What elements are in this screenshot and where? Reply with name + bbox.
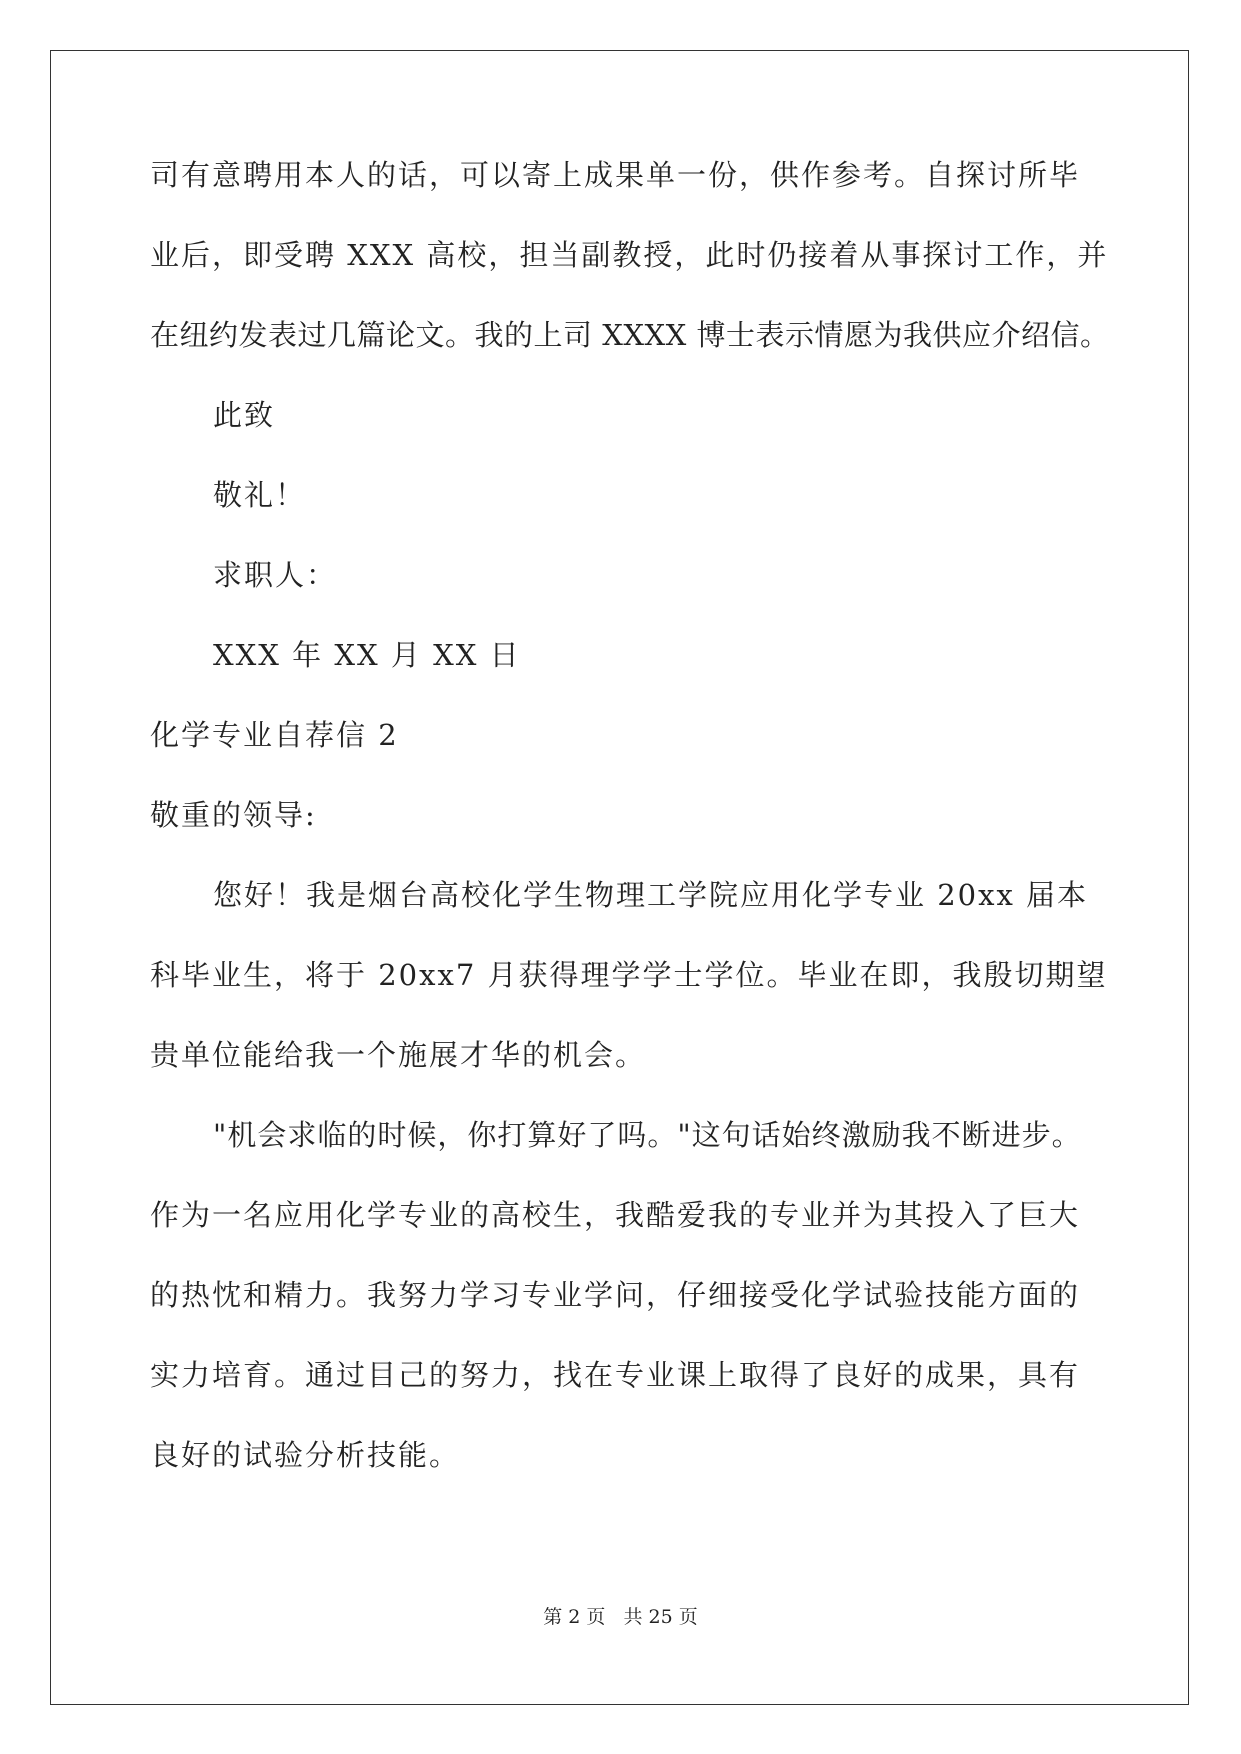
paragraph-line: 您好！我是烟台高校化学生物理工学院应用化学专业 20xx 届本 [213, 878, 1089, 912]
paragraph-line: 业后，即受聘 XXX 高校，担当副教授，此时仍接着从事探讨工作，并 [150, 238, 1109, 272]
total-pages: 共 25 页 [623, 1606, 698, 1628]
closing-regards: 敬礼！ [213, 478, 307, 512]
paragraph-line: 在纽约发表过几篇论文。我的上司 XXXX 博士表示情愿为我供应介绍信。 [150, 318, 1110, 352]
paragraph-line: 司有意聘用本人的话，可以寄上成果单一份，供作参考。自探讨所毕 [150, 158, 1081, 192]
paragraph-line: "机会求临的时候，你打算好了吗。"这句话始终激励我不断进步。 [213, 1118, 1082, 1152]
paragraph-line: 贵单位能给我一个施展才华的机会。 [150, 1038, 647, 1072]
paragraph-line: 的热忱和精力。我努力学习专业学问，仔细接受化学试验技能方面的 [150, 1278, 1081, 1312]
date-line: XXX 年 XX 月 XX 日 [213, 638, 521, 672]
paragraph-line: 作为一名应用化学专业的高校生，我酷爱我的专业并为其投入了巨大 [150, 1198, 1081, 1232]
paragraph-line: 科毕业生，将于 20xx7 月获得理学学士学位。毕业在即，我殷切期望 [150, 958, 1108, 992]
closing-salutation: 此致 [213, 398, 276, 432]
greeting: 敬重的领导: [150, 798, 317, 832]
current-page-number: 第 2 页 [543, 1606, 606, 1628]
paragraph-line: 良好的试验分析技能。 [150, 1438, 461, 1472]
section-title: 化学专业自荐信 2 [150, 718, 399, 752]
signature-label: 求职人： [213, 558, 338, 592]
page-footer [0, 1605, 1241, 1629]
paragraph-line: 实力培育。通过目己的努力，找在专业课上取得了良好的成果，具有 [150, 1358, 1081, 1392]
